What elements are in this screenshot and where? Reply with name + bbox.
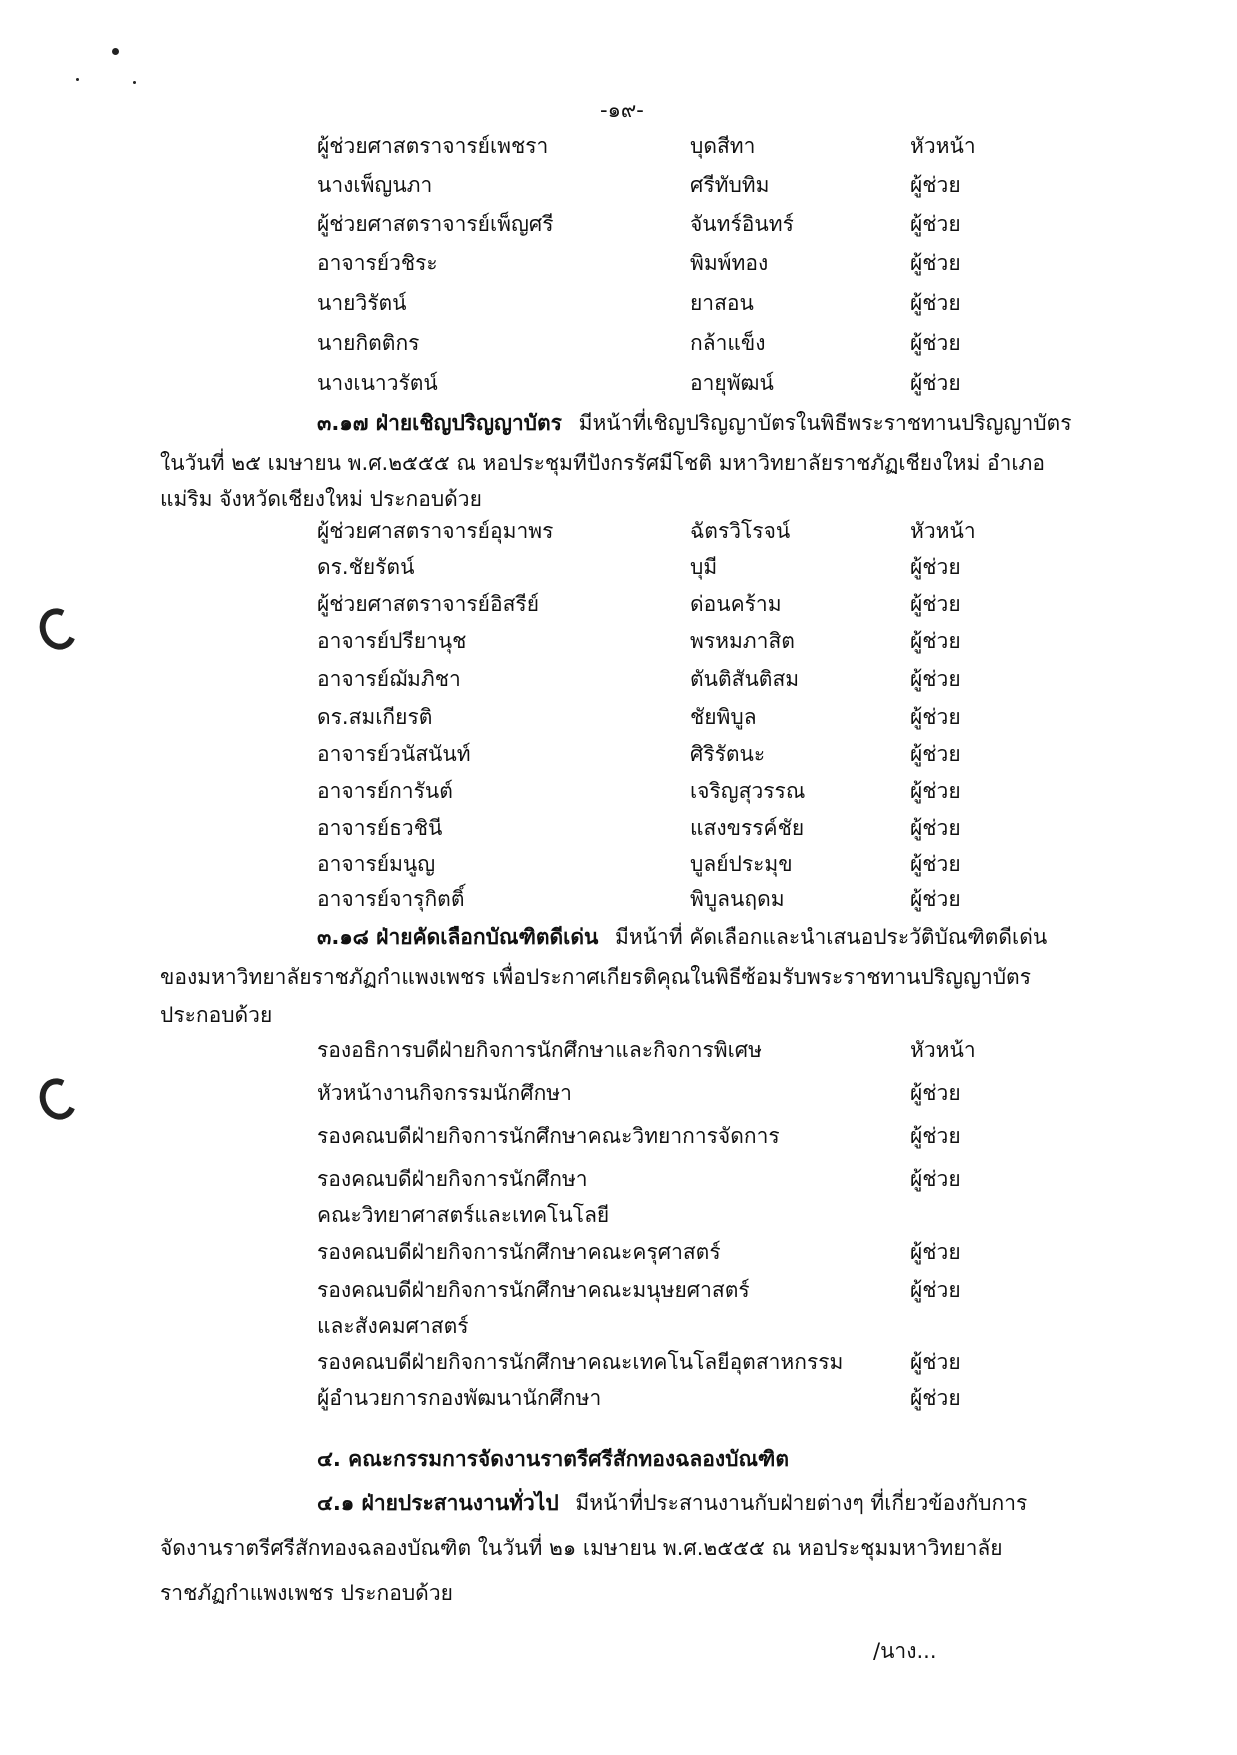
member-name: อาจารย์ฌัมภิชา [317,667,461,691]
member-role: ผู้ช่วย [910,173,961,197]
list-item [0,554,1237,586]
member-name: อาจารย์ปรียานุช [317,629,467,653]
member-role: ผู้ช่วย [910,371,961,395]
list-item [0,1385,1237,1417]
member-surname: พิบูลนฤดม [690,887,785,911]
member-surname: บุมี [690,555,718,579]
section-duty-text: มีหน้าที่ คัดเลือกและนำเสนอประวัติบัณฑิตดีเด่น [615,925,1048,949]
member-role: หัวหน้า [910,519,976,543]
member-surname: ด่อนคร้าม [690,592,782,616]
list-item [0,851,1237,883]
member-role: ผู้ช่วย [910,1350,961,1374]
list-item [0,1349,1237,1381]
member-position: รองอธิการบดีฝ่ายกิจการนักศึกษาและกิจการพิเศษ [317,1038,762,1062]
list-item [0,815,1237,847]
list-item [0,330,1237,362]
list-item [0,704,1237,736]
member-surname: จันทร์อินทร์ [690,212,794,236]
list-item [0,1123,1237,1155]
continuation-marker: /นาง... [873,1639,937,1663]
member-position: หัวหน้างานกิจกรรมนักศึกษา [317,1081,572,1105]
member-position: คณะวิทยาศาสตร์และเทคโนโลยี [317,1203,610,1227]
member-surname: พรหมภาสิต [690,629,795,653]
member-role: ผู้ช่วย [910,592,961,616]
member-name: ดร.สมเกียรติ [317,705,433,729]
member-surname: อายุพัฒน์ [690,371,774,395]
member-role: ผู้ช่วย [910,331,961,355]
page-number: -๑๙- [600,98,644,122]
list-item [0,518,1237,550]
list-item [0,370,1237,402]
member-role: ผู้ช่วย [910,667,961,691]
list-item [0,1239,1237,1271]
member-position: รองคณบดีฝ่ายกิจการนักศึกษาคณะเทคโนโลยีอุตสาหกรรม [317,1350,844,1374]
section-4-heading: ๔. คณะกรรมการจัดงานราตรีศรีสักทองฉลองบัณฑิต [317,1447,789,1471]
list-item [0,211,1237,243]
list-item [0,1037,1237,1069]
section-heading: ๓.๑๘ ฝ่ายคัดเลือกบัณฑิตดีเด่น [317,925,599,949]
section-317-line2: ในวันที่ ๒๕ เมษายน พ.ศ.๒๕๕๕ ณ หอประชุมทีปังกรรัศมีโชติ มหาวิทยาลัยราชภัฏเชียงใหม่ อำเภอ [160,451,1046,475]
section-317-line1 [160,410,1080,436]
section-318-line3: ประกอบด้วย [160,1003,273,1027]
member-surname: บุดสีทา [690,134,756,158]
section-41-intro [160,1490,1080,1606]
list-item [0,1080,1237,1112]
member-name: อาจารย์การันต์ [317,779,453,803]
list-item [0,133,1237,165]
member-position: รองคณบดีฝ่ายกิจการนักศึกษาคณะมนุษยศาสตร์ [317,1278,750,1302]
list-item [0,1313,1237,1345]
member-surname: บูลย์ประมุข [690,852,793,876]
member-position: รองคณบดีฝ่ายกิจการนักศึกษาคณะวิทยาการจัดการ [317,1124,780,1148]
member-name: ผู้ช่วยศาสตราจารย์เพชรา [317,134,549,158]
list-item [0,172,1237,204]
member-name: อาจารย์จารุกิตติ์ [317,887,465,911]
member-name: ผู้ช่วยศาสตราจารย์เพ็ญศรี [317,212,554,236]
member-role: ผู้ช่วย [910,1167,961,1191]
list-item [0,778,1237,810]
member-role: ผู้ช่วย [910,852,961,876]
member-role: ผู้ช่วย [910,291,961,315]
list-item [0,628,1237,660]
member-role: หัวหน้า [910,1038,976,1062]
section-318-line1 [160,924,1080,950]
member-role: ผู้ช่วย [910,212,961,236]
member-role: ผู้ช่วย [910,705,961,729]
scan-speck [112,48,119,55]
member-name: นายกิตติกร [317,331,420,355]
scan-speck [76,78,79,81]
member-surname: แสงขรรค์ชัย [690,816,805,840]
member-role: ผู้ช่วย [910,1081,961,1105]
member-position: และสังคมศาสตร์ [317,1314,469,1338]
member-name: ผู้ช่วยศาสตราจารย์อุมาพร [317,519,554,543]
member-name: นางเพ็ญนภา [317,173,433,197]
member-name: อาจารย์ธวชินี [317,816,443,840]
list-item [0,1202,1237,1234]
section-duty-text: มีหน้าที่ประสานงานกับฝ่ายต่างๆ ที่เกี่ยวข้องกับการ [575,1491,1028,1515]
member-name: นางเนาวรัตน์ [317,371,438,395]
list-item [0,591,1237,623]
list-item [0,1166,1237,1198]
list-item [0,886,1237,918]
member-name: ดร.ชัยรัตน์ [317,555,415,579]
member-name: ผู้ช่วยศาสตราจารย์อิสรีย์ [317,592,539,616]
list-item [0,741,1237,773]
member-position: รองคณบดีฝ่ายกิจการนักศึกษา [317,1167,588,1191]
member-role: ผู้ช่วย [910,1386,961,1410]
member-surname: ฉัตรวิโรจน์ [690,519,791,543]
section-41-line1 [160,1490,1080,1516]
member-role: ผู้ช่วย [910,555,961,579]
section-318-intro [160,924,1080,1028]
member-role: ผู้ช่วย [910,1240,961,1264]
section-317-intro [160,410,1080,512]
member-role: ผู้ช่วย [910,887,961,911]
section-heading: ๔.๑ ฝ่ายประสานงานทั่วไป [317,1491,559,1515]
list-item [0,250,1237,282]
member-role: ผู้ช่วย [910,742,961,766]
member-surname: ตันติสันติสม [690,667,800,691]
member-surname: ศิริรัตนะ [690,742,766,766]
member-surname: ยาสอน [690,291,754,315]
scan-speck [133,81,136,84]
section-318-line2: ของมหาวิทยาลัยราชภัฏกำแพงเพชร เพื่อประกาศเกียรติคุณในพิธีซ้อมรับพระราชทานปริญญาบัตร [160,965,1031,989]
member-name: นายวิรัตน์ [317,291,407,315]
member-position: ผู้อำนวยการกองพัฒนานักศึกษา [317,1386,602,1410]
section-317-line3: แม่ริม จังหวัดเชียงใหม่ ประกอบด้วย [160,487,482,511]
member-surname: ศรีทับทิม [690,173,770,197]
section-41-line2: จัดงานราตรีศรีสักทองฉลองบัณฑิต ในวันที่ ๒๑ เมษายน พ.ศ.๒๕๕๕ ณ หอประชุมมหาวิทยาลัย [160,1536,1003,1560]
member-role: ผู้ช่วย [910,629,961,653]
member-name: อาจารย์มนูญ [317,852,436,876]
section-duty-text: มีหน้าที่เชิญปริญญาบัตรในพิธีพระราชทานปริญญาบัตร [578,411,1072,435]
section-heading: ๓.๑๗ ฝ่ายเชิญปริญญาบัตร [317,411,562,435]
member-name: อาจารย์วชิระ [317,251,438,275]
member-role: ผู้ช่วย [910,816,961,840]
list-item [0,666,1237,698]
member-role: ผู้ช่วย [910,1278,961,1302]
member-name: อาจารย์วนัสนันท์ [317,742,471,766]
member-surname: ชัยพิบูล [690,705,757,729]
member-role: ผู้ช่วย [910,779,961,803]
list-item [0,1277,1237,1309]
member-role: หัวหน้า [910,134,976,158]
member-role: ผู้ช่วย [910,251,961,275]
member-surname: เจริญสุวรรณ [690,779,806,803]
member-surname: พิมพ์ทอง [690,251,769,275]
member-role: ผู้ช่วย [910,1124,961,1148]
member-surname: กล้าแข็ง [690,331,766,355]
member-position: รองคณบดีฝ่ายกิจการนักศึกษาคณะครุศาสตร์ [317,1240,721,1264]
list-item [0,290,1237,322]
section-41-line3: ราชภัฏกำแพงเพชร ประกอบด้วย [160,1581,453,1605]
